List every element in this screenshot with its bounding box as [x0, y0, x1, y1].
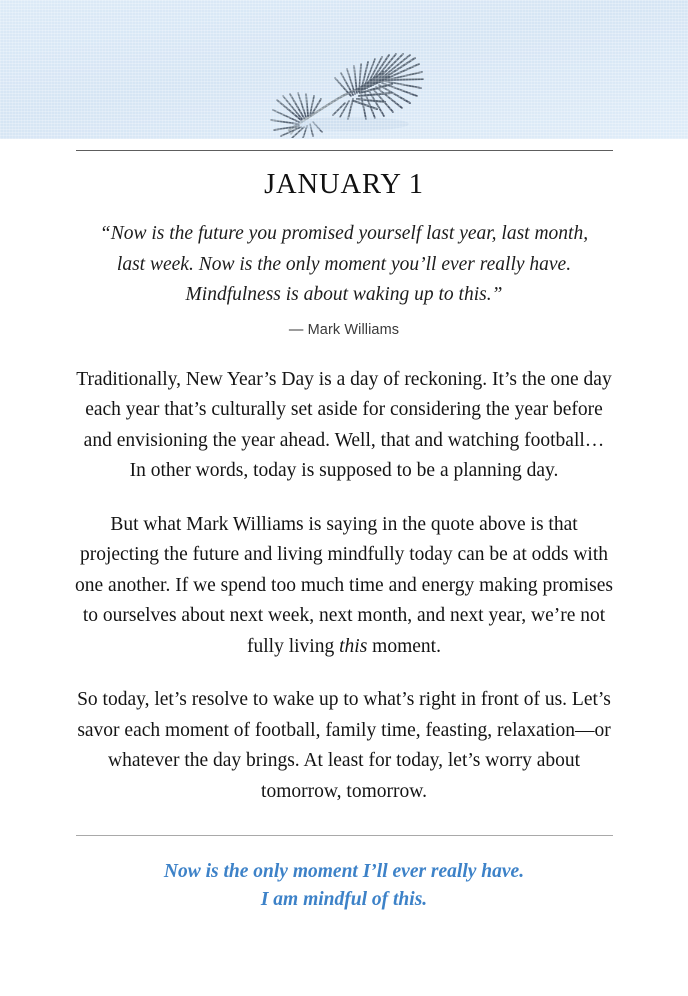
epigraph-quote: “Now is the future you promised yourself last year, last month, last week. Now is the only moment you’ll ever really have. Mindfulness is about waking up to this.”	[99, 223, 589, 305]
entry-page	[0, 150, 688, 914]
body-paragraph	[74, 510, 614, 663]
header-image-band	[0, 0, 688, 139]
pine-branch-sprig-photo	[247, 46, 427, 138]
entry-body	[74, 365, 614, 808]
paragraph-emphasis: this	[339, 635, 368, 657]
body-paragraph	[74, 365, 614, 487]
paragraph-text: Traditionally, New Year’s Day is a day of reckoning. It’s the one day each year that’s culturally set aside for considering the year before and envisioning the year ahead. Well, that and watching football… In other words, today is supposed to be a planning day.	[76, 368, 612, 481]
page-title: JANUARY 1	[264, 169, 424, 200]
affirmation-line-1: Now is the only moment I’ll ever really have.	[163, 861, 525, 882]
divider-bottom	[76, 835, 613, 836]
body-paragraph	[74, 685, 614, 807]
affirmation-line-2: I am mindful of this.	[260, 889, 428, 910]
paragraph-text-tail: moment.	[367, 635, 441, 657]
affirmation-block	[74, 858, 614, 914]
quote-attribution: — Mark Williams	[288, 321, 400, 338]
paragraph-text: So today, let’s resolve to wake up to what’s right in front of us. Let’s savor each moment of football, family time, feasting, relaxation—or whatever the day brings. At least for today, let’s worry about tomorrow, tomorrow.	[77, 689, 611, 802]
divider-top	[76, 150, 613, 151]
paragraph-text: But what Mark Williams is saying in the quote above is that projecting the future and living mindfully today can be at odds with one another. If we spend too much time and energy making promises to ourselves about next week, next month, and next year, we’re not fully living	[75, 513, 613, 657]
